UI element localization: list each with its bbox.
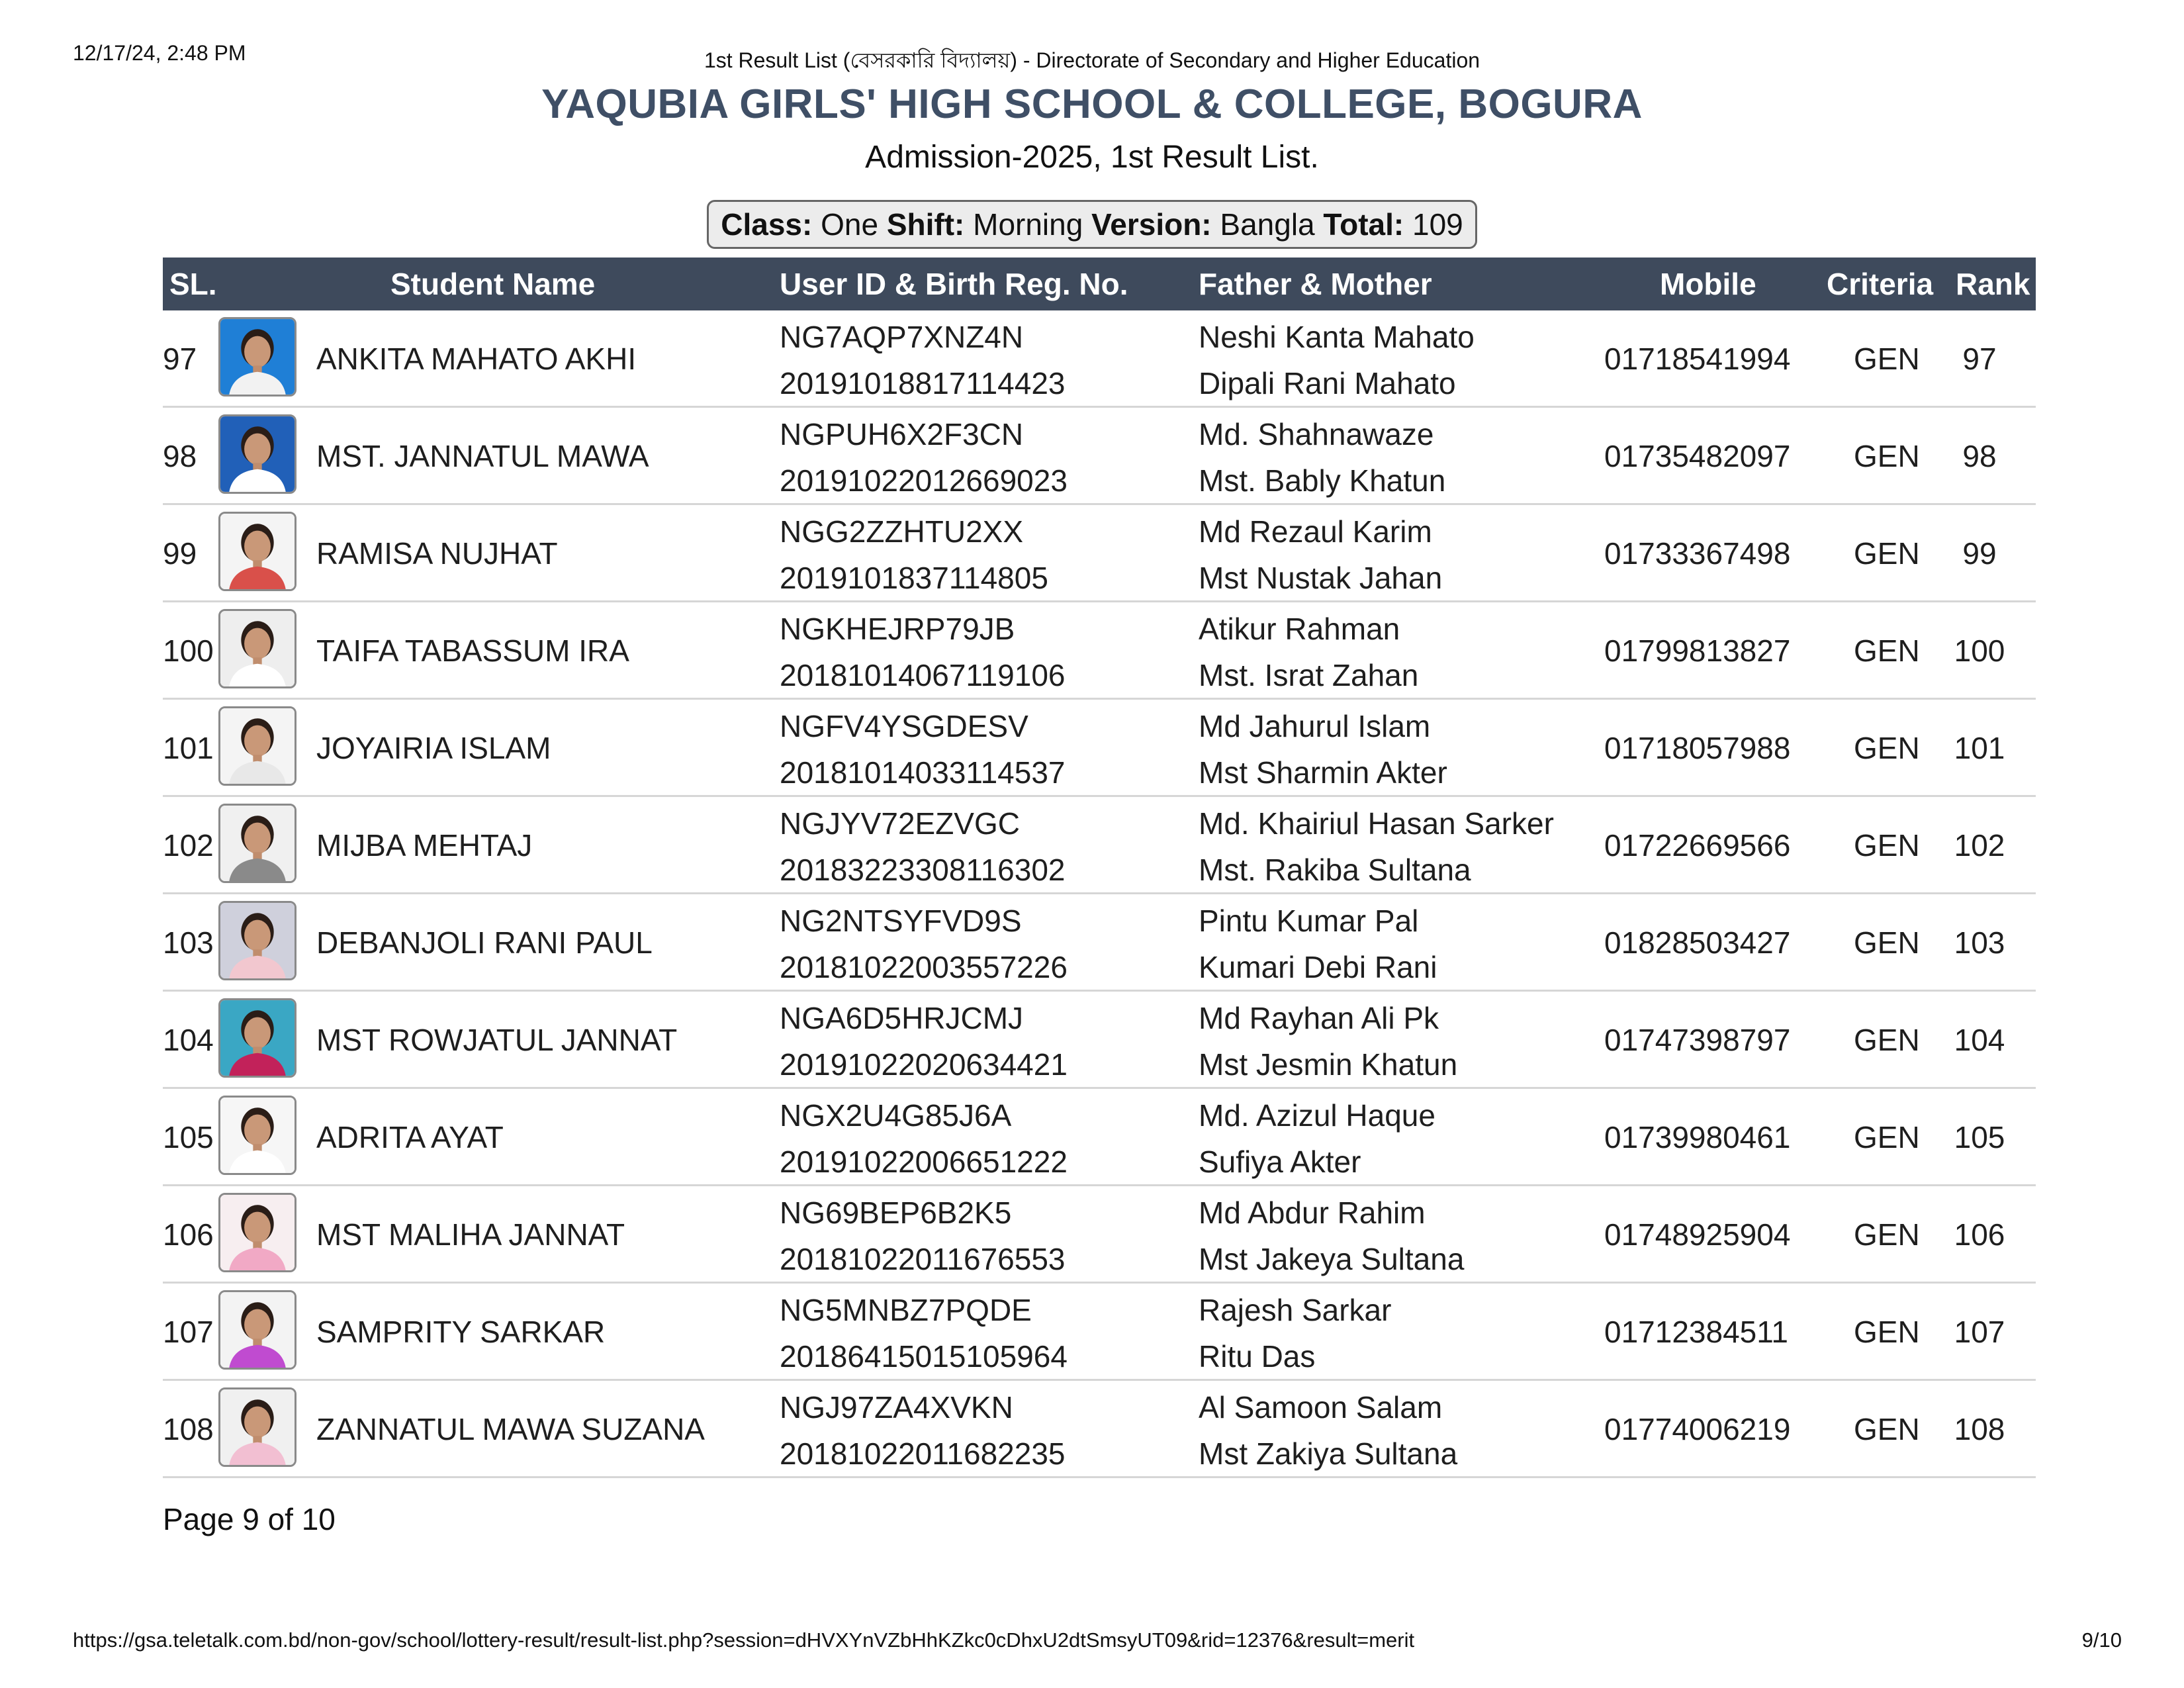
row-criteria: GEN	[1854, 925, 1920, 960]
table-row	[163, 1089, 2036, 1186]
row-user-id: NG7AQP7XNZ4N	[780, 320, 1024, 354]
row-father: Md Abdur Rahim	[1199, 1196, 1426, 1230]
row-mobile: 01718057988	[1604, 731, 1791, 765]
row-student-name: MST MALIHA JANNAT	[316, 1217, 625, 1252]
row-sl: 100	[163, 633, 214, 668]
student-photo	[218, 1193, 296, 1272]
table-row	[163, 797, 2036, 894]
student-photo-icon	[220, 416, 295, 492]
row-student-name: ANKITA MAHATO AKHI	[316, 342, 637, 376]
page-indicator: Page 9 of 10	[163, 1502, 336, 1536]
row-birth-reg: 20191022020634421	[780, 1047, 1068, 1082]
row-rank: 100	[1954, 633, 2005, 668]
row-mobile: 01712384511	[1604, 1315, 1788, 1349]
table-row	[163, 505, 2036, 602]
row-criteria: GEN	[1854, 439, 1920, 473]
row-father: Pintu Kumar Pal	[1199, 904, 1419, 938]
row-user-id: NG69BEP6B2K5	[780, 1196, 1012, 1230]
result-list-subtitle: Admission-2025, 1st Result List.	[865, 140, 1319, 175]
row-mother: Mst. Rakiba Sultana	[1199, 853, 1471, 887]
row-birth-reg: 20186415015105964	[780, 1339, 1068, 1374]
table-header	[163, 258, 2036, 310]
row-birth-reg: 20181014067119106	[780, 658, 1066, 692]
class-value: One	[821, 207, 879, 242]
row-mother: Ritu Das	[1199, 1339, 1316, 1374]
row-criteria: GEN	[1854, 1023, 1920, 1057]
row-mother: Mst. Bably Khatun	[1199, 463, 1446, 498]
table-row	[163, 992, 2036, 1089]
print-title: 1st Result List (বেসরকারি বিদ্যালয়) - Directorate of Secondary and Higher Education	[704, 48, 1480, 72]
row-sl: 99	[163, 536, 197, 571]
row-birth-reg: 20191022006651222	[780, 1145, 1068, 1179]
student-photo	[218, 512, 296, 591]
row-birth-reg: 20191018817114423	[780, 366, 1066, 400]
row-sl: 104	[163, 1023, 214, 1057]
row-student-name: MIJBA MEHTAJ	[316, 828, 533, 863]
row-rank: 97	[1962, 342, 1997, 376]
row-mobile: 01774006219	[1604, 1412, 1791, 1446]
row-rank: 99	[1962, 536, 1997, 571]
row-birth-reg: 20181022011682235	[780, 1436, 1066, 1471]
row-user-id: NG5MNBZ7PQDE	[780, 1293, 1032, 1327]
header-parents: Father & Mother	[1199, 267, 1432, 301]
student-photo-icon	[220, 806, 295, 881]
row-student-name: TAIFA TABASSUM IRA	[316, 633, 629, 668]
print-footer-url: https://gsa.teletalk.com.bd/non-gov/school/lottery-result/result-list.php?session=dHVXYnVZbHhKZkc0cDhxU2dtSmsyUT09&rid=12376&result=merit	[73, 1628, 1415, 1652]
total-value: 109	[1412, 207, 1463, 242]
row-father: Md. Azizul Haque	[1199, 1098, 1435, 1133]
row-birth-reg: 20181014033114537	[780, 755, 1066, 790]
student-photo-icon	[220, 611, 295, 686]
row-mother: Mst Sharmin Akter	[1199, 755, 1447, 790]
total-label: Total:	[1323, 207, 1404, 242]
student-photo-icon	[220, 1389, 295, 1465]
row-user-id: NGPUH6X2F3CN	[780, 417, 1024, 451]
row-mobile: 01718541994	[1604, 342, 1791, 376]
student-photo	[218, 804, 296, 883]
student-photo-icon	[220, 1098, 295, 1173]
row-father: Rajesh Sarkar	[1199, 1293, 1392, 1327]
row-student-name: RAMISA NUJHAT	[316, 536, 558, 571]
row-rank: 105	[1954, 1120, 2005, 1154]
header-sl: SL.	[169, 267, 217, 301]
student-photo	[218, 1290, 296, 1370]
student-photo	[218, 414, 296, 494]
row-rank: 107	[1954, 1315, 2005, 1349]
student-photo	[218, 1387, 296, 1467]
student-photo-icon	[220, 319, 295, 395]
student-photo-icon	[220, 708, 295, 784]
print-date: 12/17/24, 2:48 PM	[73, 41, 246, 65]
row-criteria: GEN	[1854, 731, 1920, 765]
row-criteria: GEN	[1854, 536, 1920, 571]
row-user-id: NGX2U4G85J6A	[780, 1098, 1012, 1133]
row-mother: Mst. Israt Zahan	[1199, 658, 1419, 692]
row-mother: Kumari Debi Rani	[1199, 950, 1437, 984]
row-birth-reg: 20191022012669023	[780, 463, 1068, 498]
row-student-name: MST ROWJATUL JANNAT	[316, 1023, 678, 1057]
row-mother: Mst Zakiya Sultana	[1199, 1436, 1458, 1471]
table-body	[163, 310, 2036, 1478]
student-photo	[218, 1096, 296, 1175]
row-mobile: 01733367498	[1604, 536, 1791, 571]
row-mother: Dipali Rani Mahato	[1199, 366, 1456, 400]
row-rank: 102	[1954, 828, 2005, 863]
table-row	[163, 1284, 2036, 1381]
row-sl: 102	[163, 828, 214, 863]
row-sl: 106	[163, 1217, 214, 1252]
row-sl: 103	[163, 925, 214, 960]
table-row	[163, 1381, 2036, 1478]
row-student-name: SAMPRITY SARKAR	[316, 1315, 606, 1349]
row-birth-reg: 20183223308116302	[780, 853, 1066, 887]
row-birth-reg: 20181022003557226	[780, 950, 1068, 984]
header-criteria: Criteria	[1827, 267, 1934, 301]
row-mother: Mst Jakeya Sultana	[1199, 1242, 1465, 1276]
row-user-id: NGKHEJRP79JB	[780, 612, 1015, 646]
row-criteria: GEN	[1854, 1412, 1920, 1446]
row-user-id: NG2NTSYFVD9S	[780, 904, 1022, 938]
result-table	[163, 258, 2036, 1478]
row-sl: 105	[163, 1120, 214, 1154]
class-info-box	[707, 200, 1477, 249]
row-mobile: 01747398797	[1604, 1023, 1791, 1057]
row-rank: 101	[1954, 731, 2005, 765]
student-photo	[218, 609, 296, 688]
row-father: Md. Shahnawaze	[1199, 417, 1434, 451]
student-photo	[218, 998, 296, 1078]
student-photo-icon	[220, 1195, 295, 1270]
row-criteria: GEN	[1854, 1120, 1920, 1154]
row-student-name: JOYAIRIA ISLAM	[316, 731, 551, 765]
row-father: Neshi Kanta Mahato	[1199, 320, 1475, 354]
row-father: Al Samoon Salam	[1199, 1390, 1443, 1425]
row-user-id: NGJYV72EZVGC	[780, 806, 1020, 841]
row-student-name: ADRITA AYAT	[316, 1120, 504, 1154]
row-student-name: MST. JANNATUL MAWA	[316, 439, 649, 473]
row-sl: 98	[163, 439, 197, 473]
table-row	[163, 310, 2036, 408]
row-user-id: NGJ97ZA4XVKN	[780, 1390, 1013, 1425]
header-user-id: User ID & Birth Reg. No.	[780, 267, 1128, 301]
row-criteria: GEN	[1854, 828, 1920, 863]
row-criteria: GEN	[1854, 1315, 1920, 1349]
row-mother: Mst Nustak Jahan	[1199, 561, 1443, 595]
header-rank: Rank	[1956, 267, 2030, 301]
row-mother: Mst Jesmin Khatun	[1199, 1047, 1458, 1082]
row-birth-reg: 2019101837114805	[780, 561, 1048, 595]
table-row	[163, 602, 2036, 700]
header-student-name: Student Name	[390, 267, 596, 301]
print-footer-page: 9/10	[2081, 1628, 2122, 1652]
row-user-id: NGA6D5HRJCMJ	[780, 1001, 1024, 1035]
student-photo-icon	[220, 903, 295, 978]
version-value: Bangla	[1220, 207, 1315, 242]
table-row	[163, 408, 2036, 505]
row-mobile: 01799813827	[1604, 633, 1791, 668]
row-father: Atikur Rahman	[1199, 612, 1400, 646]
row-criteria: GEN	[1854, 1217, 1920, 1252]
row-user-id: NGFV4YSGDESV	[780, 709, 1028, 743]
row-rank: 106	[1954, 1217, 2005, 1252]
row-mobile: 01739980461	[1604, 1120, 1791, 1154]
row-sl: 101	[163, 731, 214, 765]
row-father: Md Jahurul Islam	[1199, 709, 1431, 743]
row-sl: 107	[163, 1315, 214, 1349]
info-box-wrapper	[0, 200, 2184, 249]
row-rank: 98	[1962, 439, 1997, 473]
student-photo-icon	[220, 1000, 295, 1076]
table-row	[163, 894, 2036, 992]
student-photo-icon	[220, 1292, 295, 1368]
header-mobile: Mobile	[1660, 267, 1756, 301]
student-photo-icon	[220, 514, 295, 589]
class-label: Class:	[721, 207, 813, 242]
row-student-name: ZANNATUL MAWA SUZANA	[316, 1412, 705, 1446]
row-user-id: NGG2ZZHTU2XX	[780, 514, 1024, 549]
row-sl: 108	[163, 1412, 214, 1446]
row-student-name: DEBANJOLI RANI PAUL	[316, 925, 653, 960]
shift-label: Shift:	[886, 207, 965, 242]
row-mobile: 01722669566	[1604, 828, 1791, 863]
row-father: Md. Khairiul Hasan Sarker	[1199, 806, 1554, 841]
row-mother: Sufiya Akter	[1199, 1145, 1361, 1179]
row-rank: 108	[1954, 1412, 2005, 1446]
version-label: Version:	[1091, 207, 1212, 242]
row-father: Md Rezaul Karim	[1199, 514, 1432, 549]
row-criteria: GEN	[1854, 342, 1920, 376]
row-rank: 104	[1954, 1023, 2005, 1057]
row-father: Md Rayhan Ali Pk	[1199, 1001, 1439, 1035]
row-sl: 97	[163, 342, 197, 376]
shift-value: Morning	[973, 207, 1083, 242]
row-mobile: 01748925904	[1604, 1217, 1791, 1252]
row-birth-reg: 20181022011676553	[780, 1242, 1066, 1276]
student-photo	[218, 706, 296, 786]
table-row	[163, 1186, 2036, 1284]
row-rank: 103	[1954, 925, 2005, 960]
row-mobile: 01828503427	[1604, 925, 1791, 960]
row-criteria: GEN	[1854, 633, 1920, 668]
student-photo	[218, 317, 296, 397]
table-row	[163, 700, 2036, 797]
student-photo	[218, 901, 296, 980]
row-mobile: 01735482097	[1604, 439, 1791, 473]
school-name: YAQUBIA GIRLS' HIGH SCHOOL & COLLEGE, BOGURA	[541, 81, 1643, 127]
